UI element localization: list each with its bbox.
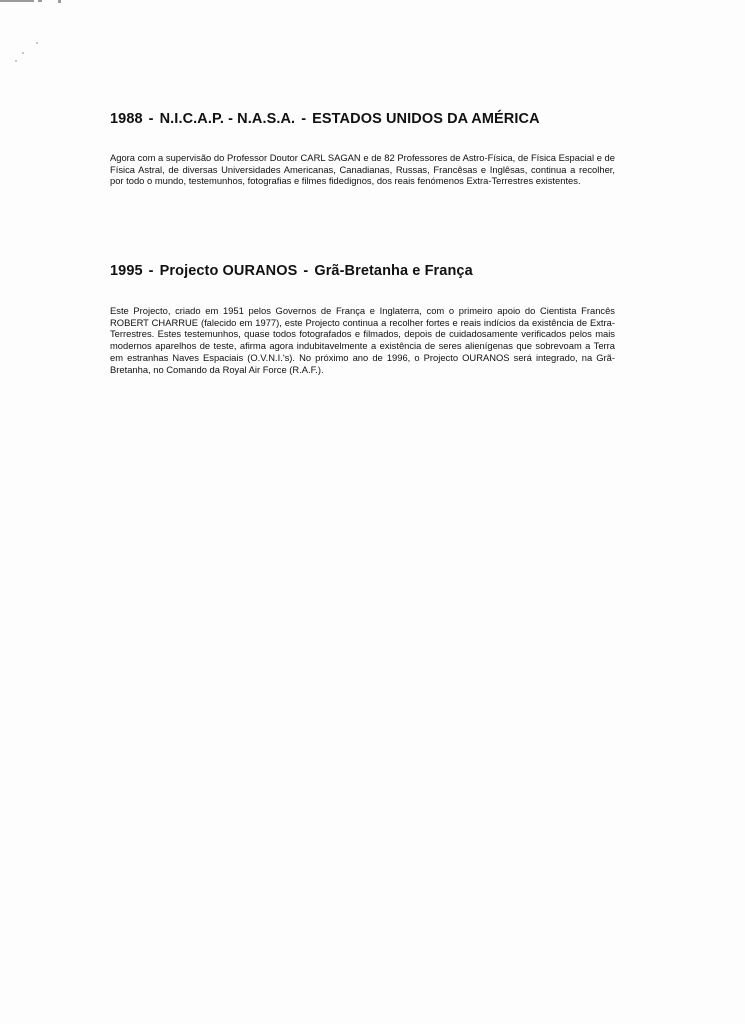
heading-separator: - xyxy=(148,263,154,279)
heading-organization: Projecto OURANOS xyxy=(159,263,298,279)
section-1995 xyxy=(110,263,615,375)
scan-speck xyxy=(22,52,24,54)
heading-location: ESTADOS UNIDOS DA AMÉRICA xyxy=(312,111,540,127)
heading-year: 1988 xyxy=(110,111,143,127)
heading-separator: - xyxy=(301,111,307,127)
heading-separator: - xyxy=(148,111,154,127)
section-paragraph: Agora com a supervisão do Professor Doutor CARL SAGAN e de 82 Professores de Astro-Física, de Física Espacial e de Física Astral, de diversas Universidades Americanas, Canadianas, Russas, Francêsas e Inglêsas, continua a recolher, por todo o mundo, testemunhos, fotografias e filmes fidedignos, dos reais fenómenos Extra-Terrestres existentes. xyxy=(110,152,615,187)
heading-location: Grã-Bretanha e França xyxy=(314,263,473,279)
scan-speck xyxy=(36,42,38,44)
scan-artifact xyxy=(0,0,60,4)
section-paragraph: Este Projecto, criado em 1951 pelos Governos de França e Inglaterra, com o primeiro apoio do Cientista Francês ROBERT CHARRUE (falecido em 1977), este Projecto continua a recolher fortes e reais indícios da existência de Extra-Terrestres. Estes testemunhos, quase todos fotografados e filmados, depois de cuidadosamente verificados pelos mais modernos aparelhos de teste, afirma agora indubitavelmente a existência de seres alienígenas que sobrevoam a Terra em estranhas Naves Espaciais (O.V.N.I.'s). No próximo ano de 1996, o Projecto OURANOS será integrado, na Grã-Bretanha, no Comando da Royal Air Force (R.A.F.). xyxy=(110,305,615,375)
scan-speck xyxy=(15,60,17,62)
section-heading xyxy=(110,111,615,127)
heading-year: 1995 xyxy=(110,263,143,279)
section-1988 xyxy=(110,111,615,187)
heading-organization: N.I.C.A.P. - N.A.S.A. xyxy=(159,111,296,127)
heading-separator: - xyxy=(303,263,309,279)
section-heading xyxy=(110,263,615,279)
